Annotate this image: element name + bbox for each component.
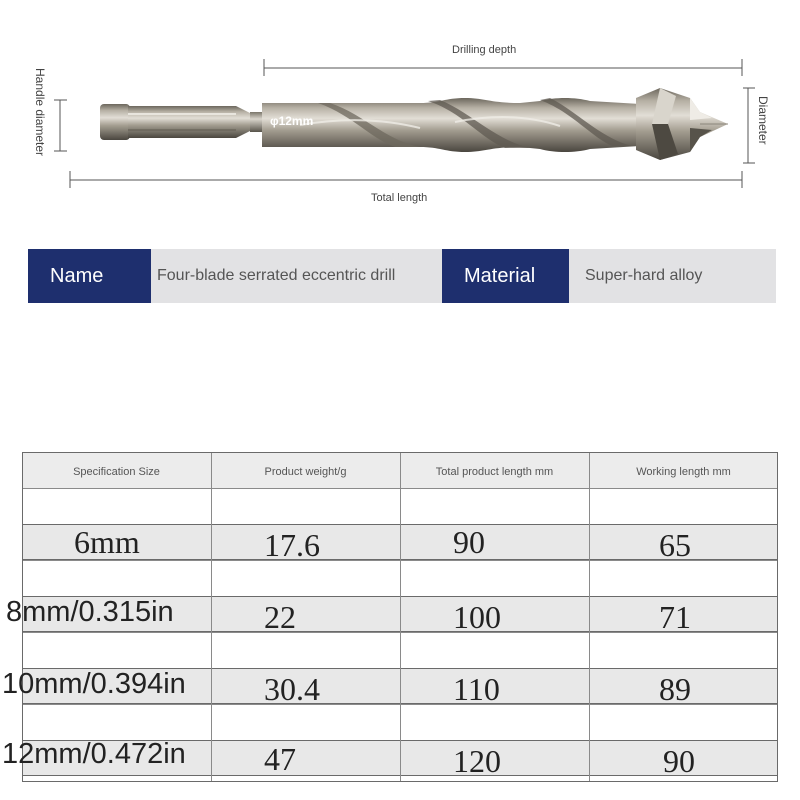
total-length-dimension xyxy=(70,171,742,188)
drill-diagram xyxy=(0,0,800,225)
cell-total-length: 100 xyxy=(453,599,501,635)
cell-size: 12mm/0.472in xyxy=(2,738,186,770)
product-info-bar xyxy=(28,249,776,303)
shank-marking: φ12mm xyxy=(270,114,314,128)
specification-table xyxy=(2,452,778,782)
cell-weight: 22 xyxy=(264,599,296,635)
cutting-head xyxy=(636,88,728,160)
cell-total-length: 110 xyxy=(453,671,500,707)
handle-diameter-dimension xyxy=(54,100,67,151)
name-value-cell xyxy=(151,249,442,303)
material-value-cell xyxy=(569,249,776,303)
cell-working-length: 65 xyxy=(659,527,691,563)
cell-size: 8mm/0.315in xyxy=(6,596,174,628)
drilling-depth-label: Drilling depth xyxy=(452,44,517,56)
diameter-dimension xyxy=(743,88,755,163)
name-label: Name xyxy=(50,264,104,287)
drilling-depth-dimension xyxy=(264,59,742,76)
header-specification-size: Specification Size xyxy=(73,466,160,478)
cell-weight: 17.6 xyxy=(264,527,320,563)
material-label: Material xyxy=(464,264,536,287)
name-header xyxy=(28,249,151,303)
cell-working-length: 90 xyxy=(663,743,695,779)
hex-shank xyxy=(100,104,266,140)
header-working-length: Working length mm xyxy=(636,466,731,478)
cell-size: 10mm/0.394in xyxy=(2,668,186,700)
cell-working-length: 89 xyxy=(659,671,691,707)
handle-diameter-label: Handle diameter xyxy=(33,68,47,157)
name-value: Four-blade serrated eccentric drill xyxy=(157,267,396,284)
diameter-label: Diameter xyxy=(756,96,770,145)
cell-total-length: 120 xyxy=(453,743,501,779)
cell-weight: 47 xyxy=(264,741,296,777)
material-value: Super-hard alloy xyxy=(585,267,703,284)
drill-body xyxy=(262,98,640,152)
material-header xyxy=(442,249,569,303)
header-total-length: Total product length mm xyxy=(435,466,554,478)
cell-weight: 30.4 xyxy=(264,671,320,707)
cell-size: 6mm xyxy=(74,524,140,560)
header-product-weight: Product weight/g xyxy=(264,466,347,478)
cell-total-length: 90 xyxy=(453,524,485,560)
cell-working-length: 71 xyxy=(659,599,691,635)
total-length-label: Total length xyxy=(371,192,428,204)
